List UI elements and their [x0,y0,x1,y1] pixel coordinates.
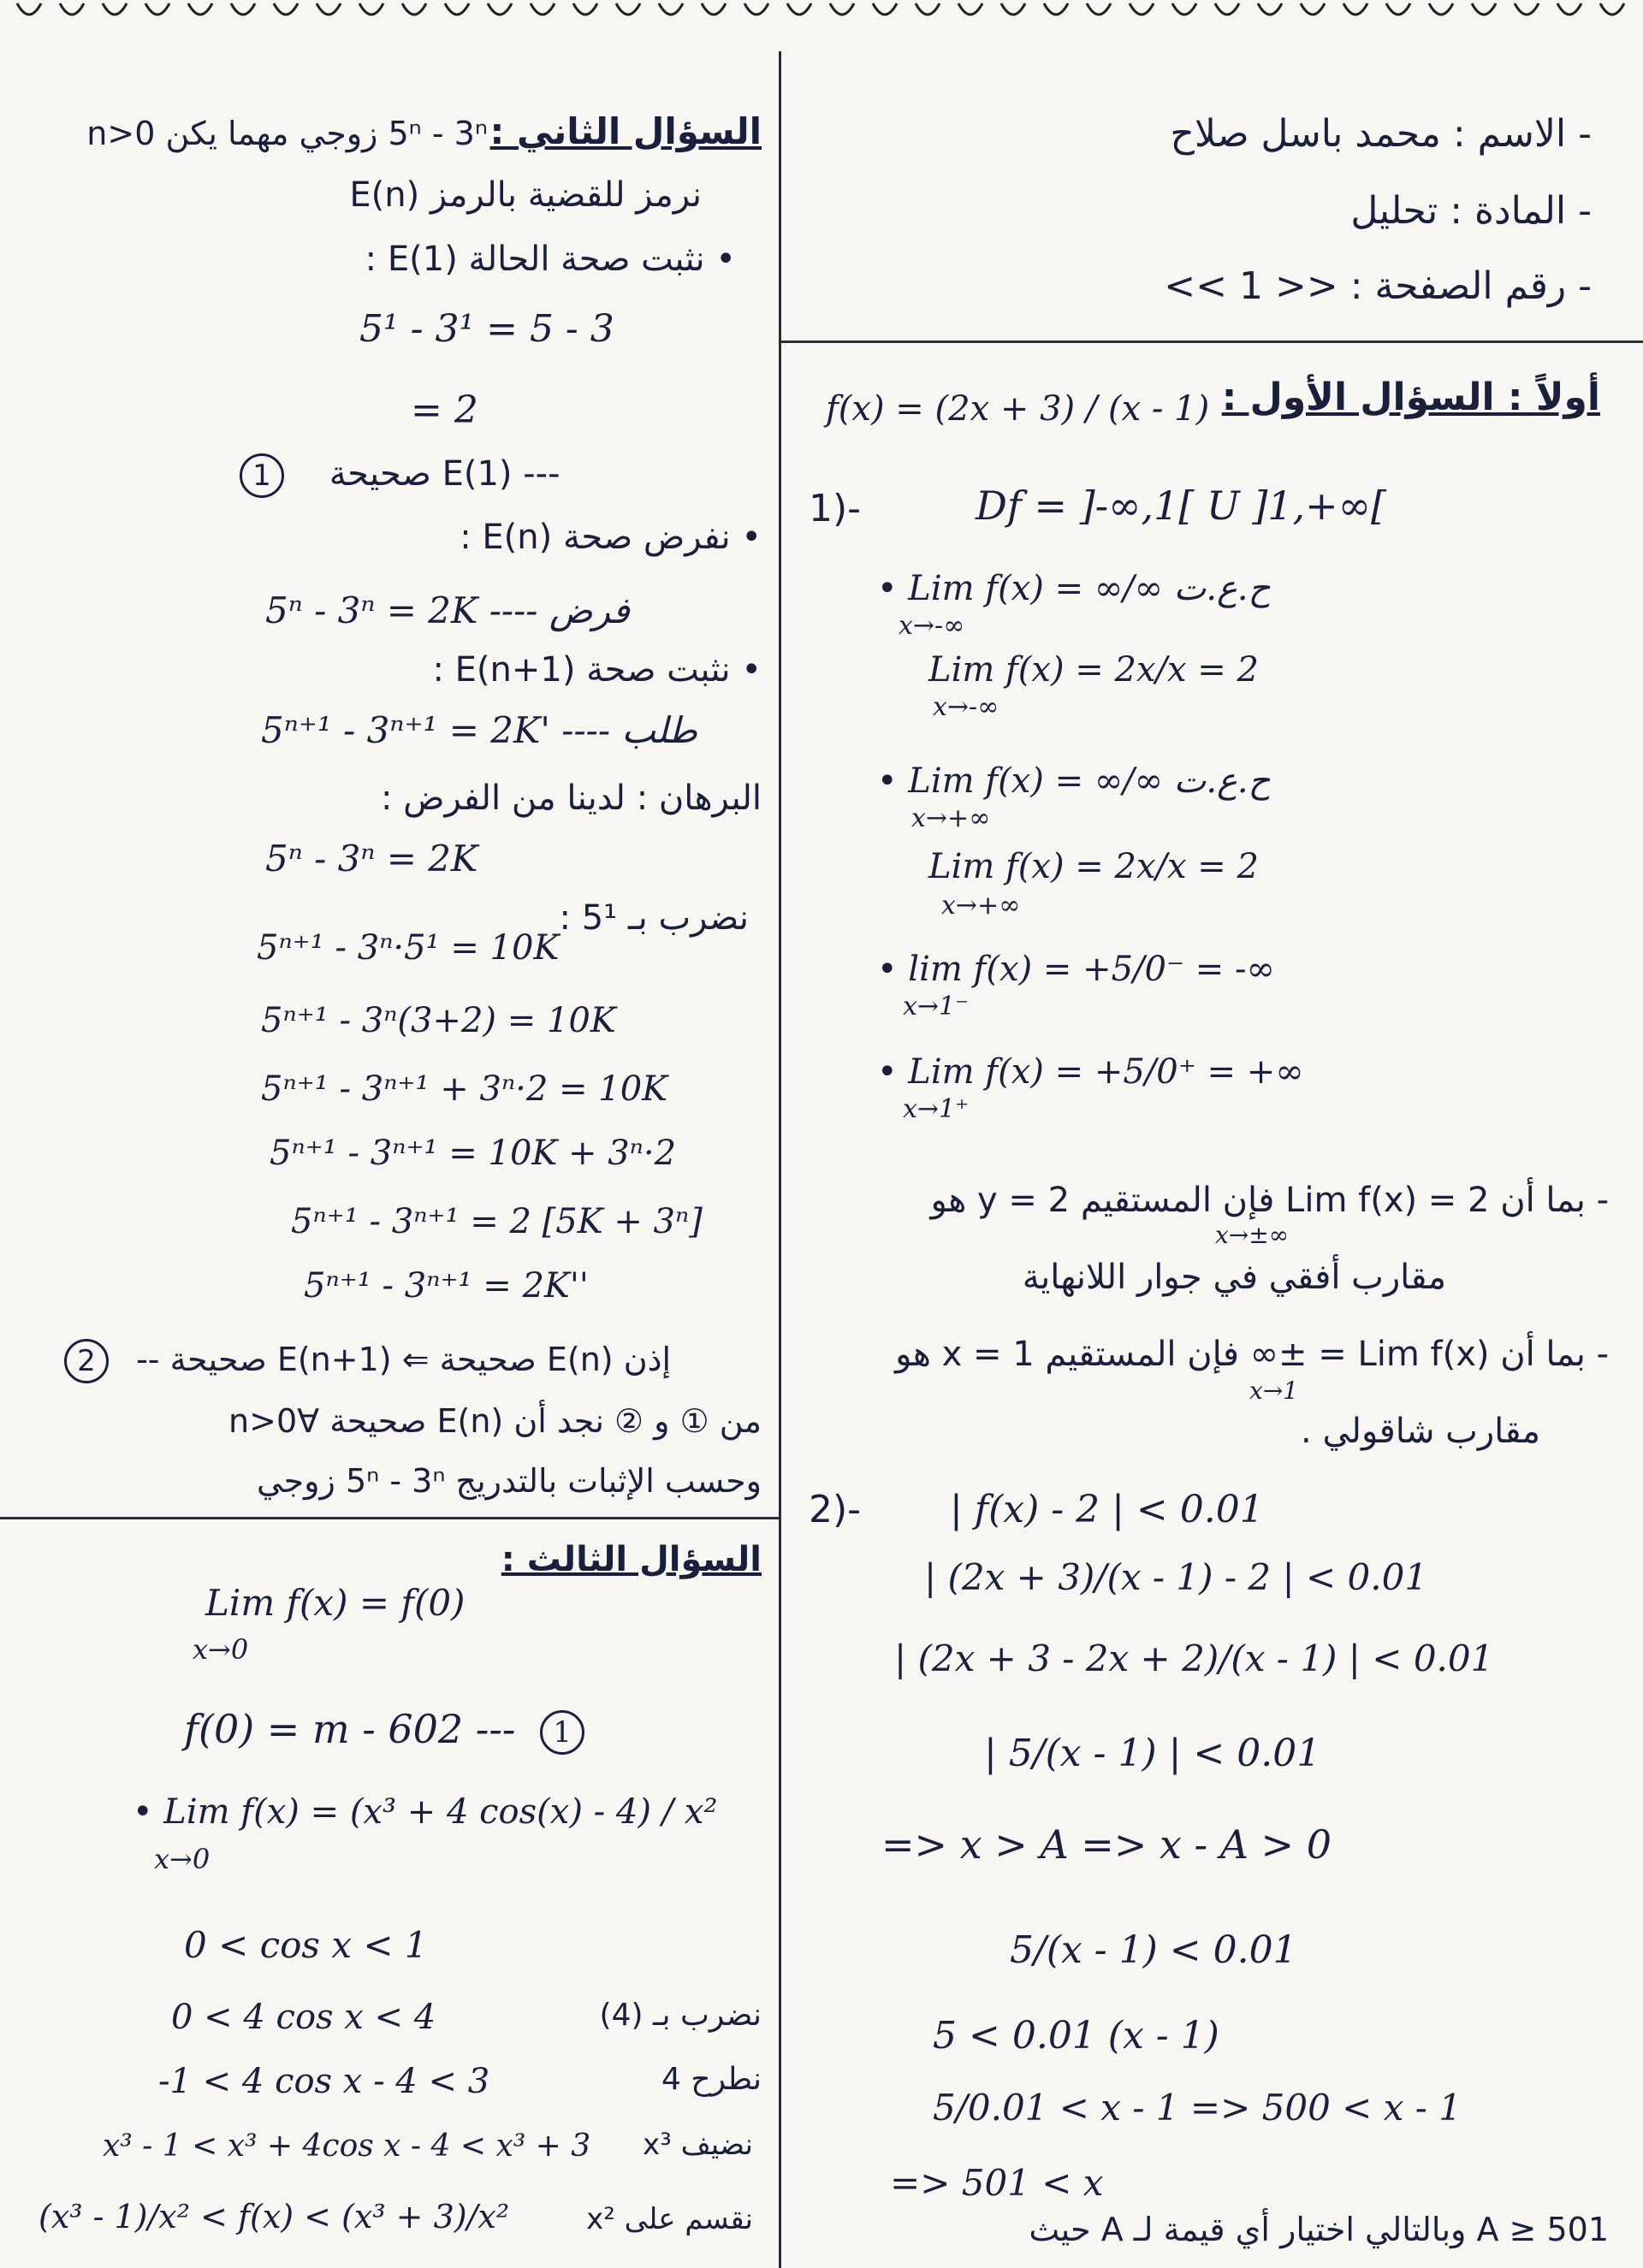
q2-induction-step [64,1339,671,1383]
q2-line-16: 5ⁿ⁺¹ - 3ⁿ⁺¹ = 10K + 3ⁿ·2 [270,1134,677,1173]
q3-line-3: • Lim f(x) = (x³ + 4 cos(x) - 4) / x² [133,1792,718,1832]
left-section-divider [0,1517,779,1519]
q1-lim2a-sub: x→+∞ [911,803,991,833]
q2-line-1: نرمز للقضية بالرمز E(n) [349,175,702,215]
q1-lim1b: Lim f(x) = 2x/x = 2 [928,650,1259,690]
q1-part1-marker: 1)- [809,487,862,530]
q1-horizontal-asymptote-sub: x→±∞ [1215,1221,1290,1249]
q2-line-18: 5ⁿ⁺¹ - 3ⁿ⁺¹ = 2K'' [304,1266,589,1306]
q1-lim1a-sub: x→-∞ [899,611,965,641]
q3-title: السؤال الثالث : [501,1540,762,1579]
q3-line-7: x³ - 1 < x³ + 4cos x - 4 < x³ + 3 [103,2129,591,2164]
q2-line-13: 5ⁿ⁺¹ - 3ⁿ·5¹ = 10K [257,928,560,968]
header-underline [781,340,1643,343]
q3-line-8: (x³ - 1)/x² < f(x) < (x³ + 3)/x² [39,2198,510,2235]
q1-ineq9: => 501 < x [890,2162,1104,2204]
q3-line-8-note: نقسم على x² [586,2202,753,2236]
q3-line-4: 0 < cos x < 1 [184,1924,428,1966]
circle-marker-2: 2 [64,1339,109,1383]
q1-lim2b-sub: x→+∞ [941,891,1021,921]
q3-line-2 [184,1707,584,1755]
q1-ineq1: | f(x) - 2 | < 0.01 [950,1488,1264,1531]
q2-base-case [240,453,561,498]
q2-line-7: 5ⁿ - 3ⁿ = 2K ---- فرض [265,589,630,631]
q1-horizontal-asymptote: - بما أن Lim f(x) = 2 فإن المستقيم y = 2 هو [930,1181,1609,1220]
center-divider [779,51,781,2268]
q1-ineq3: | (2x + 3 - 2x + 2)/(x - 1) | < 0.01 [894,1637,1494,1679]
q1-vertical-asymptote-cont: مقارب شاقولي . [1301,1412,1540,1451]
q2-line-11: 5ⁿ - 3ⁿ = 2K [265,838,478,879]
q2-line-17: 5ⁿ⁺¹ - 3ⁿ⁺¹ = 2 [5K + 3ⁿ] [291,1202,703,1241]
q1-ineq6: 5/(x - 1) < 0.01 [1010,1928,1297,1972]
q1-lim1b-sub: x→-∞ [933,692,999,722]
q1-title: أولاً : السؤال الأول : [1221,376,1600,419]
q2-line-6: • نفرض صحة E(n) : [460,518,762,557]
q2-title: السؤال الثاني : [489,110,762,152]
q2-line-8: • نثبت صحة E(n+1) : [432,650,762,690]
q2-induction-step-text: إذن E(n) صحيحة ⇐ E(n+1) صحيحة -- [136,1340,672,1378]
q3-line-3-sub: x→0 [154,1843,211,1875]
q1-lim3-sub: x→1⁻ [903,992,969,1021]
q3-line-1: Lim f(x) = f(0) [205,1582,466,1624]
q1-part2-marker: 2)- [809,1488,862,1531]
q2-line-3: 5¹ - 3¹ = 5 - 3 [359,307,614,351]
page-number-line: - رقم الصفحة : << 1 >> [1164,264,1592,308]
q3-line-5: 0 < 4 cos x < 4 [171,1998,436,2037]
name-line: - الاسم : محمد باسل صلاح [1170,112,1592,156]
q1-function: f(x) = (2x + 3) / (x - 1) [826,389,1210,429]
q1-lim4: • Lim f(x) = +5/0⁺ = +∞ [877,1052,1304,1092]
q2-line-15: 5ⁿ⁺¹ - 3ⁿ⁺¹ + 3ⁿ·2 = 10K [261,1069,668,1109]
subject-line: - المادة : تحليل [1350,189,1592,233]
q1-vertical-asymptote-sub: x→1 [1249,1377,1299,1405]
q2-line-20: من ① و ② نجد أن E(n) صحيحة ∀n>0 [228,1402,762,1440]
q2-line-12: نضرب بـ 5¹ : [559,898,749,938]
circle-marker-q3: 1 [540,1710,584,1755]
circle-marker-1: 1 [240,453,284,498]
q1-ineq10: A ≥ 501 وبالتالي اختيار أي قيمة لـ A حيث [1029,2211,1609,2248]
q1-lim1a: • Lim f(x) = ∞/∞ ح.ع.ت [877,569,1271,608]
q1-lim4-sub: x→1⁺ [903,1094,969,1124]
q1-ineq8: 5/0.01 < x - 1 => 500 < x - 1 [933,2087,1462,2129]
q3-line-6: -1 < 4 cos x - 4 < 3 [158,2062,490,2101]
q3-line-6-note: نطرح 4 [661,2062,762,2097]
q1-lim3: • lim f(x) = +5/0⁻ = -∞ [877,950,1275,989]
q1-lim2b: Lim f(x) = 2x/x = 2 [928,847,1259,886]
q2-base-case-text: --- E(1) صحيحة [329,454,561,494]
q1-ineq7: 5 < 0.01 (x - 1) [933,2014,1219,2058]
q3-line-2-text: f(0) = m - 602 --- [184,1706,516,1752]
q3-line-1-sub: x→0 [193,1633,249,1666]
q1-horizontal-asymptote-cont: مقارب أفقي في جوار اللانهاية [1022,1258,1446,1297]
q1-domain: Df = ]-∞,1[ U ]1,+∞[ [976,483,1386,529]
q2-line-2: • نثبت صحة الحالة E(1) : [365,240,736,279]
q3-line-7-note: نضيف x³ [643,2128,753,2162]
q2-line-9: 5ⁿ⁺¹ - 3ⁿ⁺¹ = 2K' ---- طلب [261,709,697,751]
q2-title-rest: 5ⁿ - 3ⁿ زوجي مهما يكن n>0 [86,115,488,152]
q1-ineq4: | 5/(x - 1) | < 0.01 [984,1732,1321,1775]
q2-line-14: 5ⁿ⁺¹ - 3ⁿ(3+2) = 10K [261,1001,616,1040]
q2-line-10: البرهان : لدينا من الفرض : [380,779,762,818]
q2-line-4: = 2 [411,388,478,432]
q2-line-21: وحسب الإثبات بالتدريج 5ⁿ - 3ⁿ زوجي [257,1462,762,1500]
q1-vertical-asymptote: - بما أن Lim f(x) = ±∞ فإن المستقيم x = 1 هو [895,1335,1609,1374]
notebook-spiral-binding [0,0,1643,29]
q1-ineq5: => x > A => x - A > 0 [881,1821,1332,1868]
q3-line-5-note: نضرب بـ (4) [599,1998,762,2033]
q1-ineq2: | (2x + 3)/(x - 1) - 2 | < 0.01 [924,1556,1428,1598]
q1-lim2a: • Lim f(x) = ∞/∞ ح.ع.ت [877,761,1271,801]
